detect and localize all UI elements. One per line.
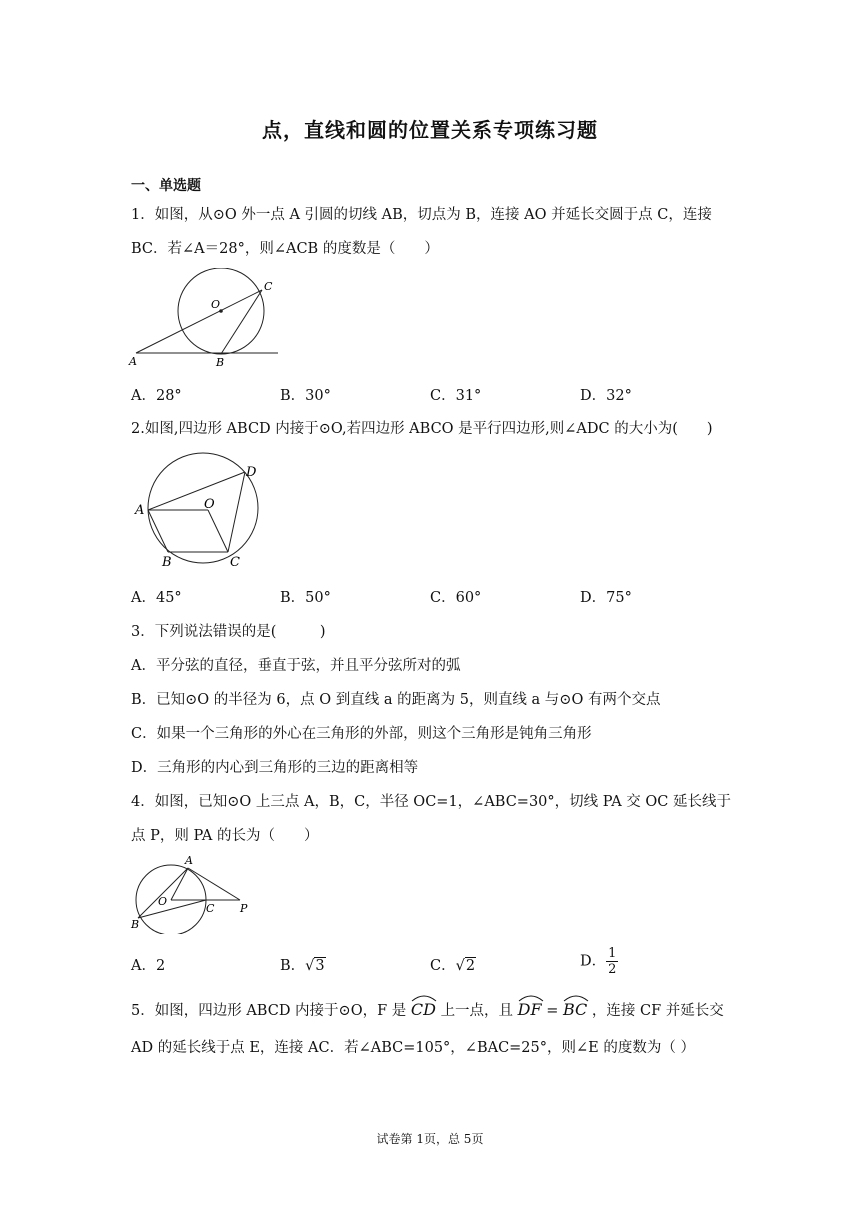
fraction xyxy=(606,946,618,977)
q2-option-c[interactable]: C．60° xyxy=(430,590,482,606)
q2-option-d[interactable]: D．75° xyxy=(580,590,632,606)
q5-text-line1 xyxy=(131,996,724,1020)
q3-option-a[interactable]: A．平分弦的直径，垂直于弦，并且平分弦所对的弧 xyxy=(131,658,461,674)
q4-option-b-label: B． xyxy=(280,958,306,974)
q3-option-d[interactable]: D．三角形的内心到三角形的三边的距离相等 xyxy=(131,760,419,776)
q2-option-a[interactable]: A．45° xyxy=(131,590,182,606)
sqrt-symbol: √3 xyxy=(305,958,325,974)
q5-equals: = xyxy=(541,1003,563,1019)
q5-arc-df xyxy=(518,996,542,1019)
q5-arc-bc xyxy=(563,996,587,1019)
q5-arc-cd-label: CD xyxy=(410,1000,436,1019)
q1-figure xyxy=(128,268,283,370)
q4-option-c-label: C． xyxy=(430,958,456,974)
q5-text-line2: AD 的延长线于点 E，连接 AC．若∠ABC=105°，∠BAC=25°，则∠E 的度数为（ ） xyxy=(131,1040,695,1056)
q5-text-part3: ，连接 CF 并延长交 xyxy=(591,1003,724,1019)
q4-option-c[interactable] xyxy=(430,954,476,975)
page-footer: 试卷第 1页，总 5页 xyxy=(376,1132,484,1146)
q4-option-c-radicand: 2 xyxy=(465,958,476,974)
q4-text-line1: 4．如图，已知⊙O 上三点 A，B，C，半径 OC=1，∠ABC=30°，切线 PA 交 OC 延长线于 xyxy=(131,794,731,810)
q1-label-b: B xyxy=(216,356,225,369)
arc-symbol-icon xyxy=(563,994,589,1002)
q4-option-b[interactable] xyxy=(280,954,326,975)
q4-figure xyxy=(128,850,258,934)
q1-label-a: A xyxy=(129,355,137,368)
q2-label-d: D xyxy=(246,465,257,480)
q1-text-line2: BC．若∠A＝28°，则∠ACB 的度数是（ ） xyxy=(131,241,439,257)
arc-symbol-icon xyxy=(518,994,544,1002)
q5-arc-bc-label: BC xyxy=(562,1000,588,1019)
q1-option-d[interactable]: D．32° xyxy=(580,388,632,404)
page-title: 点，直线和圆的位置关系专项练习题 xyxy=(262,118,598,142)
q4-option-d-denominator: 2 xyxy=(608,962,617,977)
q1-option-b[interactable]: B．30° xyxy=(280,388,331,404)
q4-option-b-radicand: 3 xyxy=(315,958,325,974)
q1-label-c: C xyxy=(264,280,273,293)
q3-text-line1: 3．下列说法错误的是( ) xyxy=(131,624,326,640)
q1-option-c[interactable]: C．31° xyxy=(430,388,482,404)
q2-label-b: B xyxy=(162,555,172,570)
q5-arc-cd xyxy=(411,996,436,1019)
q4-label-o: O xyxy=(158,895,168,908)
sqrt-symbol: √2 xyxy=(455,958,476,974)
q2-text-line1: 2.如图,四边形 ABCD 内接于⊙O,若四边形 ABCO 是平行四边形,则∠ADC 的大小为( ) xyxy=(131,421,713,437)
q5-text-part1: 5．如图，四边形 ABCD 内接于⊙O，F 是 xyxy=(131,1003,407,1019)
q4-label-b: B xyxy=(131,918,140,931)
q4-label-a: A xyxy=(185,854,193,867)
q4-option-a[interactable]: A．2 xyxy=(131,958,166,974)
arc-symbol-icon xyxy=(411,994,437,1002)
q4-option-d[interactable] xyxy=(580,946,618,977)
q1-option-a[interactable]: A．28° xyxy=(131,388,182,404)
q4-option-d-label: D． xyxy=(580,953,607,970)
q2-label-a: A xyxy=(135,503,145,518)
q1-label-o: O xyxy=(211,298,221,311)
q2-figure xyxy=(130,452,260,572)
q5-arc-df-label: DF xyxy=(517,1000,542,1019)
q1-text-line1: 1．如图，从⊙O 外一点 A 引圆的切线 AB，切点为 B，连接 AO 并延长交圆于点 C，连接 xyxy=(131,207,712,223)
q2-option-b[interactable]: B．50° xyxy=(280,590,331,606)
q3-option-c[interactable]: C．如果一个三角形的外心在三角形的外部，则这个三角形是钝角三角形 xyxy=(131,726,592,742)
q4-label-p: P xyxy=(240,902,248,915)
section-heading: 一、单选题 xyxy=(131,178,201,194)
q2-label-o: O xyxy=(204,497,215,512)
q3-option-b[interactable]: B．已知⊙O 的半径为 6，点 O 到直线 a 的距离为 5，则直线 a 与⊙O 有两个交点 xyxy=(131,692,661,708)
q4-option-d-numerator: 1 xyxy=(608,946,617,961)
q2-label-c: C xyxy=(230,555,240,570)
q5-text-part2: 上一点，且 xyxy=(440,1003,514,1019)
q4-text-line2: 点 P，则 PA 的长为（ ） xyxy=(131,828,319,844)
q4-label-c: C xyxy=(206,902,215,915)
